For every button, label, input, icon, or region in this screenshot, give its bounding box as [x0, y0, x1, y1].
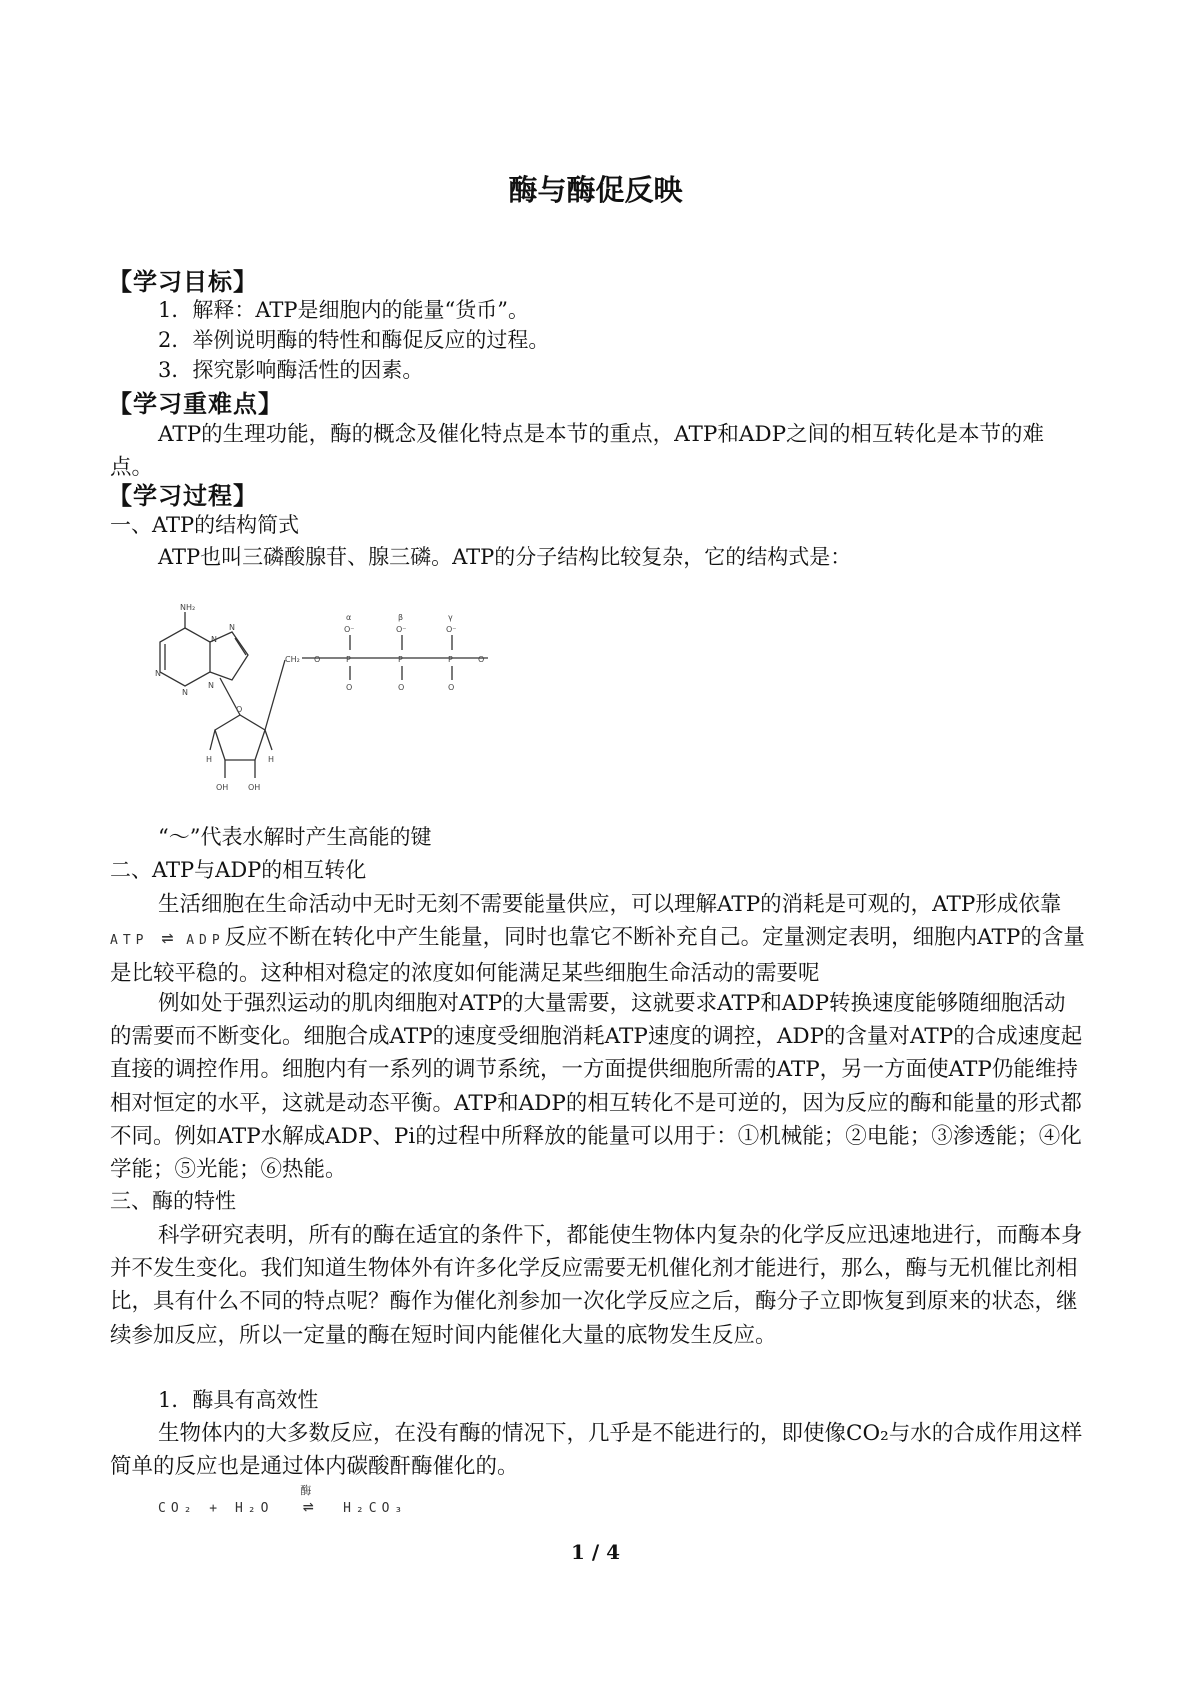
o-minus-label: O⁻	[344, 625, 355, 634]
part2-paragraph-1	[110, 888, 1085, 991]
n-label: N	[182, 688, 188, 697]
text-run: 生活细胞在生命活动中无时无刻不需要能量供应，可以理解ATP的消耗是可观的，ATP形成依靠	[158, 892, 1062, 917]
nh2-label: NH₂	[180, 603, 196, 612]
o-minus-label: O⁻	[446, 625, 457, 634]
reversible-arrow: ⇌	[161, 925, 174, 950]
beta-label: β	[398, 613, 404, 622]
goal-item: 1．解释：ATP是细胞内的能量“货币”。	[158, 298, 529, 322]
part3-paragraph-1: 科学研究表明，所有的酶在适宜的条件下，都能使生物体内复杂的化学反应迅速地进行，而酶本身并不发生变化。我们知道生物体外有许多化学反应需要无机催化剂才能进行，那么，酶与无机催比剂相比，具有什么不同的特点呢？酶作为催化剂参加一次化学反应之后，酶分子立即恢复到原来的状态，继续参加反应，所以一定量的酶在短时间内能催化大量的底物发生反应。	[110, 1223, 1083, 1348]
eq-left: ATP	[110, 933, 149, 949]
ch2-label: CH₂	[285, 655, 300, 664]
page-number: 1 / 4	[570, 1540, 621, 1564]
oh-label: OH	[216, 783, 229, 792]
part3-sub1: 1．酶具有高效性	[158, 1388, 319, 1412]
part1-heading: 一、ATP的结构简式	[110, 513, 300, 537]
o-label: O	[346, 683, 353, 692]
p-label: P	[346, 655, 351, 664]
goal-item: 2．举例说明酶的特性和酶促反应的过程。	[158, 328, 550, 352]
gamma-label: γ	[448, 613, 453, 622]
n-label: N	[211, 635, 217, 644]
part2-heading: 二、ATP与ADP的相互转化	[110, 858, 367, 882]
equation-co2	[158, 1484, 408, 1517]
h-label: H	[268, 755, 275, 764]
part3-heading: 三、酶的特性	[110, 1189, 236, 1213]
atp-structure-diagram	[140, 600, 540, 815]
o-minus-label: O⁻	[396, 625, 407, 634]
o-label: O	[314, 655, 321, 664]
eq-right: ADP	[186, 933, 225, 949]
o-label: O	[398, 683, 405, 692]
n-label: N	[155, 669, 161, 678]
equation-atp-adp	[110, 925, 225, 950]
process-heading: 【学习过程】	[108, 482, 258, 510]
text-run: 反应不断在转化中产生能量，同时也靠它不断补充自己。定量测定表明，细胞内ATP的含量是比较平稳的。这种相对稳定的浓度如何能满足某些细胞生命活动的需要呢	[110, 925, 1085, 987]
h-label: H	[206, 755, 213, 764]
p-label: P	[398, 655, 403, 664]
goal-item: 3．探究影响酶活性的因素。	[158, 358, 424, 382]
enzyme-label: 酶	[300, 1484, 312, 1497]
goals-heading: 【学习目标】	[108, 268, 258, 296]
o-minus-label: O⁻	[478, 655, 489, 664]
o-label: O	[236, 705, 243, 714]
eq-right: H₂CO₃	[343, 1501, 408, 1516]
p-label: P	[448, 655, 453, 664]
part1-caption: “～”代表水解时产生高能的键	[158, 825, 432, 849]
part3-paragraph-2: 生物体内的大多数反应，在没有酶的情况下，几乎是不能进行的，即使像CO₂与水的合成作用这样简单的反应也是通过体内碳酸酐酶催化的。	[110, 1421, 1083, 1480]
oh-label: OH	[248, 783, 261, 792]
eq-left: CO₂ + H₂O	[158, 1501, 274, 1516]
part1-text: ATP也叫三磷酸腺苷、腺三磷。ATP的分子结构比较复杂，它的结构式是：	[158, 545, 852, 569]
reversible-arrow: ⇌	[302, 1496, 314, 1517]
key-heading: 【学习重难点】	[108, 390, 283, 418]
o-label: O	[448, 683, 455, 692]
part2-paragraph-2: 例如处于强烈运动的肌肉细胞对ATP的大量需要，这就要求ATP和ADP转换速度能够随细胞活动的需要而不断变化。细胞合成ATP的速度受细胞消耗ATP速度的调控，ADP的含量对ATP的合成速度起直接的调控作用。细胞内有一系列的调节系统，一方面提供细胞所需的ATP，另一方面使ATP仍能维持相对恒定的水平，这就是动态平衡。ATP和ADP的相互转化不是可逆的，因为反应的酶和能量的形式都不同。例如ATP水解成ADP、Pi的过程中所释放的能量可以用于：①机械能；②电能；③渗透能；④化学能；⑤光能；⑥热能。	[110, 991, 1083, 1183]
alpha-label: α	[346, 613, 352, 622]
key-paragraph: ATP的生理功能，酶的概念及催化特点是本节的重点，ATP和ADP之间的相互转化是本节的难点。	[110, 422, 1045, 481]
enzyme-arrow	[286, 1484, 330, 1517]
n-label: N	[229, 623, 235, 632]
n-label: N	[208, 681, 214, 690]
page-title: 酶与酶促反映	[508, 173, 683, 207]
